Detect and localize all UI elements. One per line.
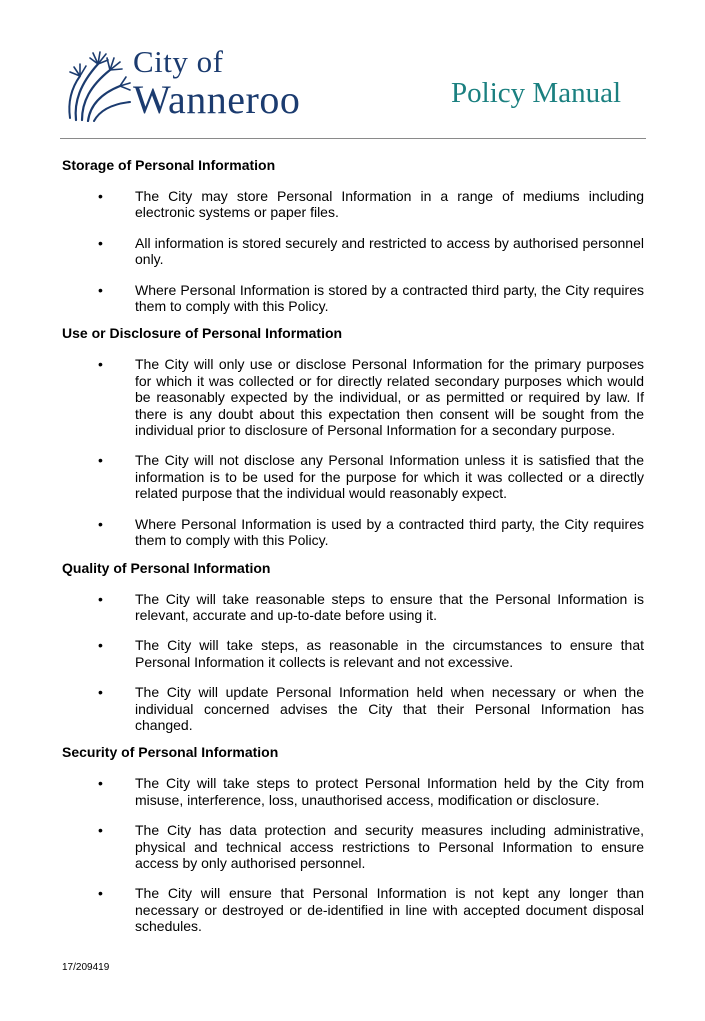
policy-manual-title: Policy Manual: [451, 77, 621, 109]
bullet-list: [62, 188, 644, 314]
bullet-icon: •: [98, 356, 103, 373]
bullet-icon: •: [98, 281, 103, 298]
bullet-icon: •: [98, 885, 103, 902]
section-heading: Use or Disclosure of Personal Information: [62, 325, 343, 342]
logo-text-wanneroo: Wanneroo: [133, 77, 301, 122]
bullet-item: [62, 188, 644, 221]
bullet-item: [62, 637, 644, 670]
section-heading: Security of Personal Information: [62, 744, 279, 761]
bullet-text: Where Personal Information is used by a contracted third party, the City requires them to comply with this Policy.: [135, 515, 644, 549]
bullet-icon: •: [98, 234, 103, 251]
bullet-icon: •: [98, 452, 103, 469]
bullet-text: The City will take reasonable steps to ensure that the Personal Information is relevant, accurate and up-to-date before using it.: [135, 590, 644, 623]
bullet-text: The City may store Personal Information in a range of mediums including electronic systems or paper files.: [135, 188, 644, 221]
document-reference-code: 17/209419: [62, 962, 110, 973]
bullet-text: The City will take steps to protect Personal Information held by the City from misuse, interference, loss, unauthorised access, modification or disclosure.: [135, 775, 644, 808]
bullet-item: [62, 282, 644, 315]
bullet-icon: •: [98, 590, 103, 607]
bullet-list: [62, 591, 644, 734]
bullet-icon: •: [98, 822, 103, 839]
wanneroo-logo-icon: [60, 50, 135, 122]
bullet-icon: •: [98, 684, 103, 701]
bullet-text: The City has data protection and security measures including administrative, physical and technical access restrictions to Personal Information to ensure access by only authorised personnel.: [135, 822, 644, 871]
bullet-icon: •: [98, 637, 103, 654]
section-heading: Storage of Personal Information: [62, 157, 276, 173]
bullet-text: Where Personal Information is stored by a contracted third party, the City requires them to comply with this Policy.: [135, 281, 644, 315]
bullet-item: [62, 822, 644, 871]
bullet-text: The City will take steps, as reasonable in the circumstances to ensure that Personal Information it collects is relevant and not excessive.: [135, 637, 644, 670]
bullet-item: [62, 775, 644, 808]
bullet-item: [62, 235, 644, 268]
page-header: [0, 0, 705, 140]
bullet-item: [62, 516, 644, 549]
bullet-icon: •: [98, 188, 103, 204]
bullet-text: The City will only use or disclose Personal Information for the primary purposes for which it was collected or for directly related secondary purposes which would be reasonably expected by the individual, or as permitted or required by law. If there is any doubt about this expectation then consent will be sought from the individual prior to disclosure of Personal Information for a secondary purpose.: [135, 356, 644, 439]
section-security: [62, 743, 644, 934]
bullet-item: [62, 885, 644, 934]
bullet-list: [62, 356, 644, 548]
section-use-disclosure: [62, 324, 644, 548]
section-storage: [62, 156, 644, 314]
bullet-text: The City will update Personal Information held when necessary or when the individual concerned advises the City that their Personal Information has changed.: [135, 684, 644, 733]
section-quality: [62, 559, 644, 734]
bullet-item: [62, 684, 644, 733]
bullet-list: [62, 775, 644, 934]
document-body: [62, 156, 644, 945]
header-divider: [60, 138, 646, 139]
bullet-icon: •: [98, 775, 103, 792]
section-heading: Quality of Personal Information: [62, 559, 271, 576]
bullet-text: The City will not disclose any Personal Information unless it is satisfied that the information is to be used for the purpose for which it was collected or a directly related purpose that the individual would reasonably expect.: [135, 452, 644, 502]
bullet-item: [62, 356, 644, 438]
logo-text-city-of: City of: [133, 44, 224, 79]
bullet-item: [62, 452, 644, 501]
bullet-text: All information is stored securely and restricted to access by authorised personnel only.: [135, 234, 644, 268]
bullet-text: The City will ensure that Personal Information is not kept any longer than necessary or destroyed or de-identified in line with accepted document disposal schedules.: [135, 885, 644, 935]
bullet-icon: •: [98, 515, 103, 532]
bullet-item: [62, 591, 644, 624]
